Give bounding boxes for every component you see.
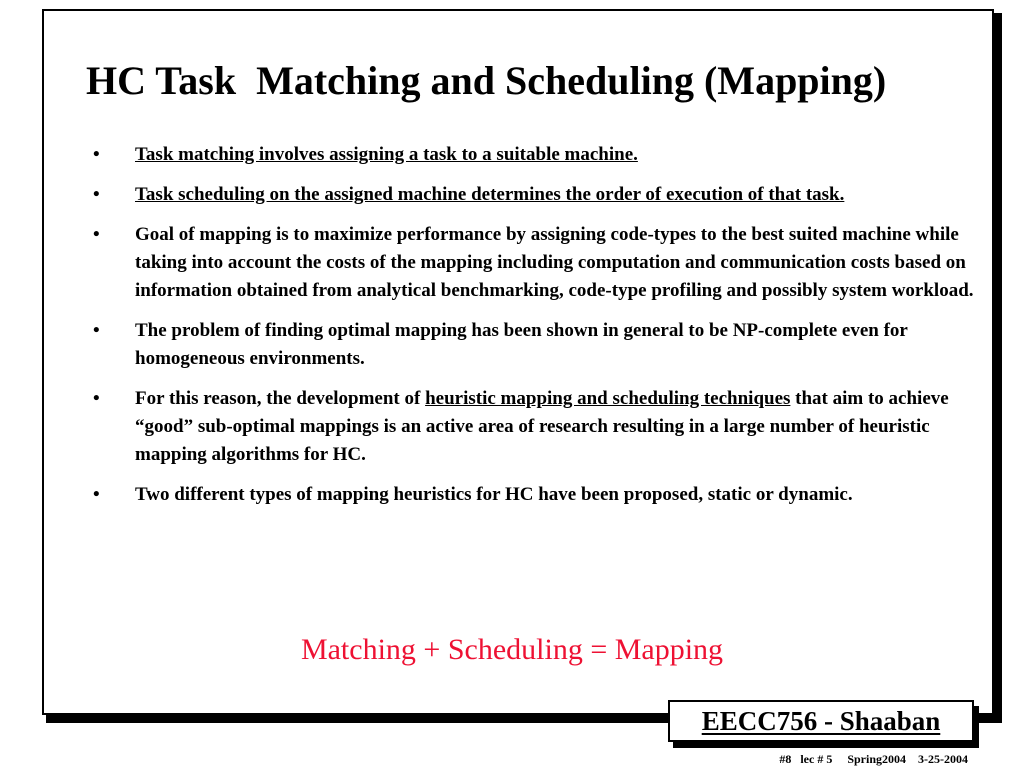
- bullet-text: that aim to achieve “good” sub-optimal mappings is an active area of research resulting in a large number of heuristic mapping algorithms for HC.: [135, 388, 949, 465]
- bullet-text: Goal of mapping is to maximize performance by assigning code-types to the best suited machine while taking into account the costs of the mapping including computation and communication costs based on information obtained from analytical benchmarking, code-type profiling and possibly system workload.: [135, 224, 974, 301]
- bullet-text: The problem of finding optimal mapping has been shown in general to be NP-complete even for homogeneous environments.: [135, 320, 908, 369]
- bullet-marker: •: [93, 484, 100, 505]
- bullet-marker: •: [93, 184, 100, 205]
- bullet-item: [93, 141, 983, 169]
- bullet-item: [93, 317, 983, 373]
- author-badge-text: EECC756 - Shaaban: [701, 706, 941, 736]
- bullet-item: [93, 221, 983, 305]
- slide-title: HC Task Matching and Scheduling (Mapping): [86, 58, 887, 103]
- bullet-text: For this reason, the development of: [135, 388, 426, 409]
- bullet-item: [93, 385, 983, 469]
- slide-footer: #8 lec # 5 Spring2004 3-25-2004: [779, 752, 968, 766]
- bullet-text-underlined: Task matching involves assigning a task to a suitable machine.: [135, 144, 638, 165]
- author-badge: [668, 700, 974, 742]
- bullet-marker: •: [93, 144, 100, 165]
- bullet-list: [93, 141, 983, 521]
- bullet-text-underlined: heuristic mapping and scheduling techniques: [425, 388, 791, 409]
- bullet-item: [93, 181, 983, 209]
- bullet-marker: •: [93, 388, 100, 409]
- bullet-item: [93, 481, 983, 509]
- bullet-marker: •: [93, 320, 100, 341]
- emphasis-equation: Matching + Scheduling = Mapping: [300, 633, 724, 666]
- bullet-marker: •: [93, 224, 100, 245]
- bullet-text-underlined: Task scheduling on the assigned machine determines the order of execution of that task.: [135, 184, 845, 205]
- bullet-text: Two different types of mapping heuristics for HC have been proposed, static or dynamic.: [135, 484, 853, 505]
